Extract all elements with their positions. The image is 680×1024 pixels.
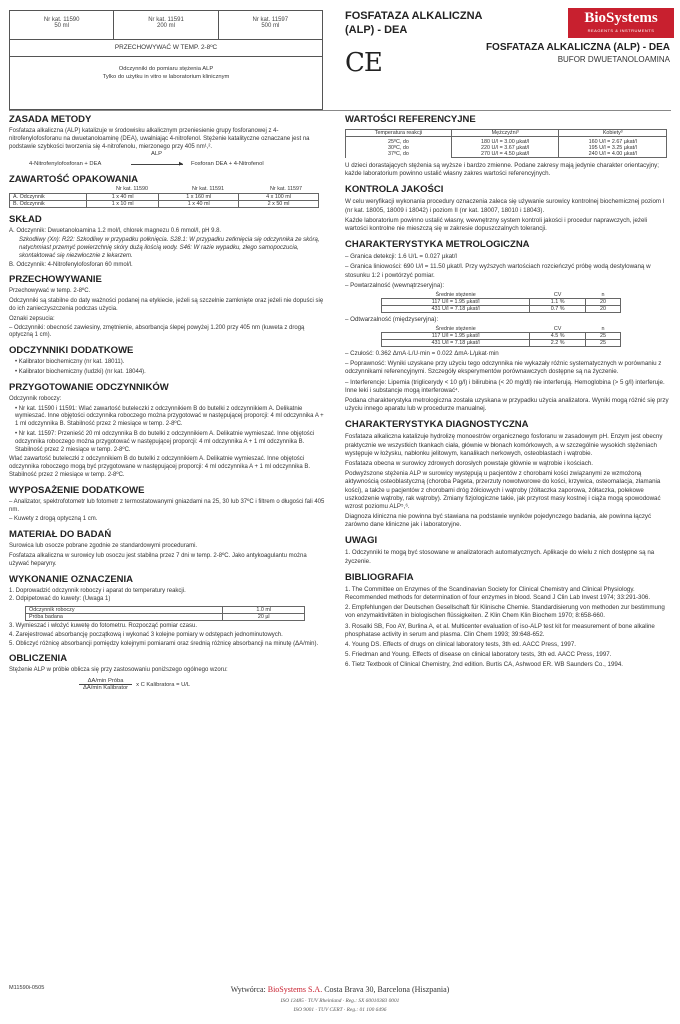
method-text: Fosfataza alkaliczna (ALP) katalizuje w środowisku alkalicznym przeniesienie grupy fosforanowej z 4-nitrofenylofosforanu na dwuetanoloaminę (DEA), uwalniając 4-nitrofenol. Stężenie katalityczne oznaczane jest na podstawie szybkości tworzenia się 4-nitrofenolu, mierzonego przy 405 nm¹,². <box>9 128 310 150</box>
reference-item: 1. The Committee on Enzymes of the Scandinavian Society for Clinical Chemistry and Clinical Physiology. Recommended methods for determination of four enzymes in blood. Scand J Clin Lab Invest 1974; 33:291-306. <box>345 585 651 601</box>
iso-line-1: ISO 13485 · TUV Rheinland · Reg.: SX 60010383 0001 <box>280 998 400 1004</box>
reference-item: 4. Young DS. Effects of drugs on clinical laboratory tests, 3th ed. AACC Press, 1997. <box>345 640 577 648</box>
catalog-cell: Nr kat. 11597 500 ml <box>252 17 289 29</box>
table-row: 117 U/l = 1.95 µkat/l 4.5 % 25 <box>382 333 621 340</box>
catalog-box <box>9 10 323 110</box>
section-heading: SKŁAD <box>9 214 42 226</box>
reaction-equation: 4-Nitrofenylofosforan + DEA ALP ▶ Fosforan DEA + 4-Nitrofenol <box>29 151 264 168</box>
section-heading: WYPOSAŻENIE DODATKOWE <box>9 484 145 496</box>
iso-line-2: ISO 9001 · TUV CERT · Reg.: 01 100 6496 <box>293 1007 387 1013</box>
reference-item: 2. Empfehlungen der Deutschen Gesellschaft für Klinische Chemie. Standardisierung von methoden zur bestimmung von enzymaktivitäten in biologischen flüssigkeiten. Z Klin Chem Klin Biochem 1970; 8:658-660. <box>345 604 665 620</box>
catalog-cell: Nr kat. 11590 50 ml <box>10 11 114 39</box>
catalog-cell: Nr kat. 11591 200 ml <box>114 11 218 39</box>
product-title: FOSFATAZA ALKALICZNA (ALP) - DEA <box>345 10 483 36</box>
header-divider <box>9 110 671 111</box>
reference-item: 6. Tietz Textbook of Clinical Chemistry, 2nd edition. Burtis CA, Ashwood ER. WB Saunders Co., 1994. <box>345 661 623 669</box>
right-column: WARTOŚCI REFERENCYJNE Temperatura reakcji Mężczyźni³ Kobiety³ 25ºC, do 30ºC, do 37ºC, do 180 U/l = 3.00 µkat/l 220 U/l = 3.67 µkat/l 270 U/l = 4.50 µkat/l 160 U/l = 2.67 µkat/l 195 U/l = 3.25 µkat/l 240 U/l = 4.00 µkat/l U dzieci dorastających stężenia są wyższe i bardzo zmienne. Podane zakresy mają jedynie charakter orientacyjny; każde laboratorium powinno ustalić własny zakres wartości referencyjnych. KONTROLA JAKOŚCI W celu weryfikacji wykonania procedury oznaczenia zaleca się używanie surowicy kontrolnej biochemicznej poziom I (nr kat. 18005, 18009 i 18042) i poziom II (nr kat. 18007, 18010 i 18043). Każde laboratorium powinno ustalić własny, wewnętrzny system kontroli jakości i procedur naprawczych, jeżeli wartości kontrolne nie mieszczą się w zakresie dopuszczalnych tolerancji. CHARAKTERYSTYKA METROLOGICZNA – Granica detekcji: 1.6 U/L = 0.027 µkat/l – Granica liniowości: 690 U/l = 11.50 µkat/l. Przy wyższych wartościach rozcieńczyć próbę wodą destylowaną w stosunku 1:2 i powtórzyć pomiar. – Powtarzalność (wewnątrzseryjna): Średnie stężenie CV n 117 U/l = 1.95 µkat/l 1.1 % 20 431 U/l = 7.18 µkat/l 0.7 % 20 – Odtwarzalność (międzyseryjna): Średnie stężenie CV n 117 U/l = 1.95 µkat/l 4.5 % 25 431 U/l = 7.18 µkat/l 2.2 % 25 – Czułość: 0.362 ΔmA·L/U·min = 0.022 ΔmA·L/µkat·min – Poprawność: Wyniki uzyskane przy użyciu tego odczynnika nie wykazały różnic systematycznych w porównaniu z odczynnikami referencyjnymi. Szczegóły eksperymentów porównawczych dostępne są na życzenie. – Interferencje: Lipemia (triglicerydy < 10 g/l) i bilirubina (< 20 mg/dl) nie interferują. Hemoglobina (> 5 g/l) interferuje. Inne leki i substancje mogą interferować⁴. Podana charakterystyka metrologiczna została uzyskana w przypadku użycia analizatora. Wyniki mogą różnić się przy użyciu innego aparatu lub w procedurze manualnej. CHARAKTERYSTYKA DIAGNOSTYCZNA Fosfataza alkaliczna katalizuje hydrolizę monoestrów organicznego fosforanu w zasadowym pH. Enzym jest obecny praktycznie we wszystkich tkankach ciała, głównie w błonach komórkowych, a w szczególnie wysokich stężeniach występuje w łożysku, nabłonku jelitowym, kanalikach nerkowych, osteoblastach i wątrobie. Fosfataza obecna w surowicy zdrowych dorosłych powstaje głównie w wątrobie i kościach. Podwyższone stężenia ALP w surowicy występują u pacjentów z chorobami kości związanymi ze wzmożoną aktywnością osteoblastyczną (choroba Pageta, przerzuty nowotworowe do kości, krzywica, osteomalacja, złamania kości), a także u pacjentów z chorobami dróg żółciowych i wątroby (żółtaczka zaporowa, żółtaczka, polekowe uszkodzenie wątroby, rak wątroby). Zmiany fizjologiczne takie, jak przyrost masy kostnej i ciąża mogą spowodować wzrost poziomu ALP⁵,⁶. Diagnoza kliniczna nie powinna być stawiana na podstawie wyników pojedynczego badania, ale powinna łączyć zarówno dane kliniczne jak i laboratoryjne. UWAGI 1. Odczynniki te mogą być stosowane w analizatorach automatycznych. Aplikacje do wielu z nich dostępne są na życzenie. BIBLIOGRAFIA 1. The Committee on Enzymes of the Scandinavian Society for Clinical Chemistry and Clinical Physiology. Recommended methods for determination of four enzymes in blood. Scand J Clin Lab Invest 1974; 33:291-306. 2. Empfehlungen der Deutschen Gesellschaft für Klinische Chemie. Standardisierung von methoden zur bestimmung von enzymaktivitäten in biologischen flüssigkeiten. Z Klin Chem Klin Biochem 1970; 8:658-660. 3. Rosalki SB, Foo AY, Burlina A, et al. Multicenter evaluation of iso-ALP test kit for measurement of bone alkaline phosphatase activity in serum and plasma. Clin Chem 1993; 39:648-652. 4. Young DS. Effects of drugs on clinical laboratory tests, 3th ed. AACC Press, 1997. 5. Friedman and Young. Effects of disease on clinical laboratory tests, 3th ed. AACC Press, 1997. 6. Tietz Textbook of Clinical Chemistry, 2nd edition. Burtis CA, Ashwood ER. WB Saunders Co., 1994. <box>345 114 671 670</box>
formula: ΔA/min Próba ΔA/min Kalibrator x C Kalibratora = U/L <box>79 678 327 691</box>
reproducibility-table <box>381 326 621 347</box>
section-heading: KONTROLA JAKOŚCI <box>345 184 444 196</box>
section-heading: BIBLIOGRAFIA <box>345 571 414 583</box>
table-row: 117 U/l = 1.95 µkat/l 1.1 % 20 <box>382 298 621 305</box>
composition-warning: Szkodliwy (Xn): R22: Szkodliwy w przypadku połknięcia. S28.1: W przypadku zetknięcia się odczynnika ze skórą, natychmiast przemyć powierzchnię skóry dużą ilością wody. S46: W razie wypadku, złego samopoczucia, skontaktować się niezwłocznie z lekarzem. <box>19 237 320 259</box>
reference-table <box>345 129 667 158</box>
document-code: M11590i-0505 <box>9 985 45 991</box>
table-row: Średnie stężenie CV n <box>435 291 605 298</box>
table-row: 431 U/l = 7.18 µkat/l 0.7 % 20 <box>382 305 621 312</box>
section-heading: OBLICZENIA <box>9 653 68 665</box>
table-row: B. Odczynnik 1 x 10 ml 1 x 40 ml 2 x 50 ml <box>10 201 319 208</box>
table-row: 431 U/l = 7.18 µkat/l 2.2 % 25 <box>382 340 621 347</box>
storage-label: PRZECHOWYWAĆ W TEMP. 2-8ºC <box>10 40 322 57</box>
usage-notes: Odczynniki do pomiaru stężenia ALP Tylko do użytku in vitro w laboratorium klinicznym <box>102 66 230 81</box>
manufacturer-line: Wytwórca: BioSystems S.A. Costa Brava 30, Barcelona (Hiszpania) <box>230 985 450 994</box>
list-item: • Nr kat. 11597: Przenieść 20 ml odczynnika B do butelki z odczynnikiem A. Delikatnie wymieszać. Inne objętości odczynnika roboczego można przygotować w następującej proporcji: 4 ml odczynnika A + 1 ml odczynnika B. Stabilność przez 2 miesiące w temp. 2-8ºC. <box>15 430 315 453</box>
table-row: Średnie stężenie CV n <box>435 326 605 333</box>
reference-item: 3. Rosalki SB, Foo AY, Burlina A, et al. Multicenter evaluation of iso-ALP test kit for measurement of bone alkaline phosphatase activity in serum and plasma. Clin Chem 1993; 39:648-652. <box>345 622 655 638</box>
pipetting-table <box>25 606 305 621</box>
ce-mark: CE <box>345 48 382 78</box>
package-table <box>9 193 319 208</box>
section-heading: CHARAKTERYSTYKA DIAGNOSTYCZNA <box>345 419 529 431</box>
list-item: • Nr kat. 11590 i 11591: Wlać zawartość buteleczki z odczynnikiem B do butelki z odczynnikiem A. Delikatnie wymieszać. Inne objętości odczynnika roboczego można przygotować w następującej proporcji: 4 ml odczynnika A + 1 ml odczynnika B. Stabilność przez 2 miesiące w temp. 2-8ºC. <box>15 405 324 428</box>
list-item: • Kalibrator biochemiczny (ludzki) (nr kat. 18044). <box>15 368 146 375</box>
table-row: Odczynnik roboczy 1.0 ml <box>26 607 305 614</box>
biosystems-logo: BioSystems REAGENTS & INSTRUMENTS <box>568 8 674 38</box>
section-heading: PRZYGOTOWANIE ODCZYNNIKÓW <box>9 381 169 393</box>
table-row: 25ºC, do 30ºC, do 37ºC, do 180 U/l = 3.00 µkat/l 220 U/l = 3.67 µkat/l 270 U/l = 4.50 µkat/l 160 U/l = 2.67 µkat/l 195 U/l = 3.25 µkat/l 240 U/l = 4.00 µkat/l <box>346 137 667 158</box>
list-item: • Kalibrator biochemiczny (nr kat. 18011). <box>15 359 125 366</box>
composition-b: B. Odczynnik: 4-Nitrofenylofosforan 60 mmol/l. <box>9 261 133 268</box>
reference-item: 5. Friedman and Young. Effects of disease on clinical laboratory tests, 3th ed. AACC Press, 1997. <box>345 651 612 659</box>
table-row: A. Odczynnik 1 x 40 ml 1 x 160 ml 4 x 100 ml <box>10 194 319 201</box>
left-column: ZASADA METODY Fosfataza alkaliczna (ALP) katalizuje w środowisku alkalicznym przeniesienie grupy fosforanowej z 4-nitrofenylofosforanu na dwuetanoloaminę (DEA), uwalniając 4-nitrofenol. Stężenie katalityczne oznaczane jest na podstawie szybkości tworzenia się 4-nitrofenolu, mierzonego przy 405 nm¹,². 4-Nitrofenylofosforan + DEA ALP ▶ Fosforan DEA + 4-Nitrofenol ZAWARTOŚĆ OPAKOWANIA Nr kat. 11590 Nr kat. 11591 Nr kat. 11597 A. Odczynnik 1 x 40 ml 1 x 160 ml 4 x 100 ml B. Odczynnik 1 x 10 ml 1 x 40 ml 2 x 50 ml SKŁAD A. Odczynnik: Dwuetanoloamina 1.2 mol/l, chlorek magnezu 0.6 mmol/l, pH 9.8. Szkodliwy (Xn): R22: Szkodliwy w przypadku połknięcia. S28.1: W przypadku zetknięcia się odczynnika ze skórą, natychmiast przemyć powierzchnię skóry dużą ilością wody. S46: W razie wypadku, złego samopoczucia, skontaktować się niezwłocznie z lekarzem. B. Odczynnik: 4-Nitrofenylofosforan 60 mmol/l. PRZECHOWYWANIE Przechowywać w temp. 2-8ºC. Odczynniki są stabilne do daty ważności podanej na etykiecie, jeżeli są szczelnie zamknięte oraz jeżeli nie dopuści się do ich zanieczyszczenia podczas użycia. Oznaki zepsucia: – Odczynniki: obecność zawiesiny, zmętnienie, absorbancja ślepej powyżej 1.200 przy 405 nm (kuweta z drogą optyczną 1 cm). ODCZYNNIKI DODATKOWE • Kalibrator biochemiczny (nr kat. 18011). • Kalibrator biochemiczny (ludzki) (nr kat. 18044). PRZYGOTOWANIE ODCZYNNIKÓW Odczynnik roboczy: • Nr kat. 11590 i 11591: Wlać zawartość buteleczki z odczynnikiem B do butelki z odczynnikiem A. Delikatnie wymieszać. Inne objętości odczynnika roboczego można przygotować w następującej proporcji: 4 ml odczynnika A + 1 ml odczynnika B. Stabilność przez 2 miesiące w temp. 2-8ºC. • Nr kat. 11597: Przenieść 20 ml odczynnika B do butelki z odczynnikiem A. Delikatnie wymieszać. Inne objętości odczynnika roboczego można przygotować w następującej proporcji: 4 ml odczynnika A + 1 ml odczynnika B. Stabilność przez 2 miesiące w temp. 2-8ºC. Wlać zawartość buteleczki z odczynnikiem B do butelki z odczynnikiem A. Delikatnie wymieszać. Inne objętości odczynnika roboczego mogą być przygotowane w następującej proporcji: 4 ml odczynnika A + 1 ml odczynnika B. Stabilność przez 2 miesiące w temp. 2-8ºC. WYPOSAŻENIE DODATKOWE – Analizator, spektrofotometr lub fotometr z termostatowanymi gniazdami na 25, 30 lub 37ºC i filtrem o długości fali 405 nm. – Kuwety z drogą optyczną 1 cm. MATERIAŁ DO BADAŃ Surowica lub osocze pobrane zgodnie ze standardowymi procedurami. Fosfataza alkaliczna w surowicy lub osoczu jest stabilna przez 7 dni w temp. 2-8ºC. Jako antykoagulantu można używać heparyny. WYKONANIE OZNACZENIA 1. Doprowadzić odczynnik roboczy i aparat do temperatury reakcji. 2. Odpipetować do kuwety: (Uwaga 1) Odczynnik roboczy 1.0 ml Próba badana 20 µl 3. Wymieszać i włożyć kuwetę do fotometru. Rozpocząć pomiar czasu. 4. Zarejestrować absorbancję początkową i wykonać 3 kolejne pomiary w odstępach jednominutowych. 5. Obliczyć różnicę absorbancji pomiędzy kolejnymi pomiarami oraz średnią różnicę absorbancji na minutę (ΔA/min). OBLICZENIA Stężenie ALP w próbie oblicza się przy zastosowaniu poniższego ogólnego wzoru: ΔA/min Próba ΔA/min Kalibrator x C Kalibratora = U/L <box>9 114 327 691</box>
section-heading: ZAWARTOŚĆ OPAKOWANIA <box>9 174 138 186</box>
section-heading: MATERIAŁ DO BADAŃ <box>9 529 112 541</box>
section-heading: WYKONANIE OZNACZENIA <box>9 573 134 585</box>
section-heading: UWAGI <box>345 535 378 547</box>
table-row: Temperatura reakcji Mężczyźni³ Kobiety³ <box>346 130 667 137</box>
section-heading: ZASADA METODY <box>9 114 92 125</box>
composition-a: A. Odczynnik: Dwuetanoloamina 1.2 mol/l, chlorek magnezu 0.6 mmol/l, pH 9.8. <box>9 228 222 235</box>
section-heading: CHARAKTERYSTYKA METROLOGICZNA <box>345 239 530 251</box>
table-row: Próba badana 20 µl <box>26 614 305 621</box>
product-subtitle: FOSFATAZA ALKALICZNA (ALP) - DEA BUFOR DWUETANOLOAMINA <box>485 42 670 64</box>
section-heading: PRZECHOWYWANIE <box>9 274 102 286</box>
section-heading: WARTOŚCI REFERENCYJNE <box>345 114 476 125</box>
section-heading: ODCZYNNIKI DODATKOWE <box>9 345 134 357</box>
repeatability-table <box>381 292 621 313</box>
